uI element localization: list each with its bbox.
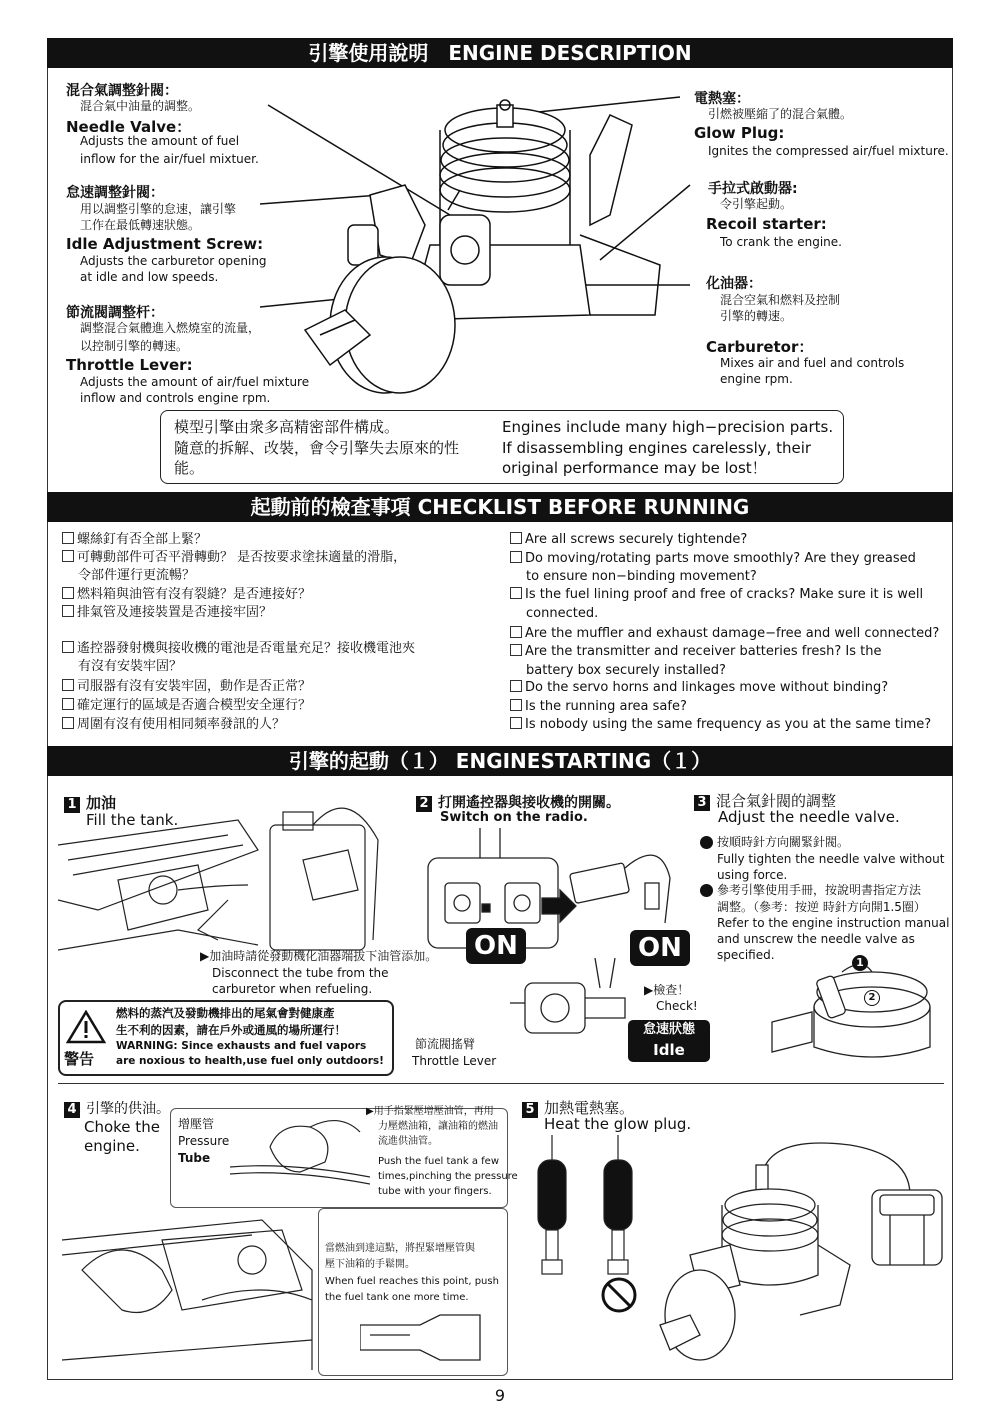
push-zh3: 流進供油管。 — [378, 1136, 438, 1147]
idle-en: Idle — [653, 1041, 685, 1059]
throttle-zh-desc1: 調整混合氣體進入燃燒室的流量， — [80, 321, 261, 335]
pinch-hand-illustration — [230, 1112, 370, 1197]
push-zh1: ▶用手指緊壓增壓油管，再用 — [366, 1106, 494, 1117]
check-en-8: Is nobody using the same frequency as you at the same time? — [510, 716, 931, 734]
checkbox[interactable] — [510, 699, 522, 711]
needle-zh-desc: 混合氣中油量的調整。 — [80, 99, 201, 113]
checkbox[interactable] — [62, 532, 74, 544]
step1-title: 1 加油 — [64, 792, 116, 813]
push-zh2: 力壓燃油箱，讓油箱的燃油 — [378, 1121, 498, 1132]
step3-en: Adjust the needle valve. — [718, 808, 900, 826]
recoil-zh-title: 手拉式啟動器: — [708, 181, 798, 197]
recoil-en-title: Recoil starter: — [706, 215, 827, 233]
warning-zh1: 燃料的蒸汽及發動機排出的尾氣會對健康產 — [116, 1006, 335, 1020]
warning-en1: WARNING: Since exhausts and fuel vapors — [116, 1040, 367, 1052]
carb-en-desc2: engine rpm. — [720, 372, 793, 386]
needle-en-title: Needle Valve： — [66, 118, 192, 136]
check-zh-6: 司服器有沒有安裝牢固，動作是否正常？ — [62, 678, 311, 696]
divider — [58, 1083, 944, 1084]
check-en-7: Is the running area safe? — [510, 698, 687, 716]
engine-starting-header: 引擎的起動（１） ENGINESTARTING（１） — [47, 746, 953, 776]
note-en1: Engines include many high−precision parts. — [502, 418, 834, 436]
step3-i2-en1: Refer to the engine instruction manual — [717, 916, 950, 930]
checkbox[interactable] — [62, 587, 74, 599]
throttle-zh-desc2: 以控制引擎的轉速。 — [80, 339, 189, 353]
glow-heater-illustration — [650, 1135, 950, 1375]
check-en-3b: connected. — [526, 606, 599, 621]
glow-en-title: Glow Plug: — [694, 124, 785, 142]
recoil-en-desc: To crank the engine. — [720, 235, 842, 249]
on-label-receiver: ON — [630, 930, 690, 966]
check-zh-5: 遙控器發射機與接收機的電池是否電量充足？接收機電池夾 — [62, 640, 415, 658]
check-zh-3: 燃料箱與油管有沒有裂縫？是否連接好？ — [62, 586, 311, 604]
checkbox[interactable] — [62, 679, 74, 691]
step2-en: Switch on the radio. — [440, 810, 588, 825]
check-en-3: Is the fuel lining proof and free of cracks? Make sure it is well — [510, 586, 923, 604]
note-en3: original performance may be lost！ — [502, 459, 767, 477]
step5-title: 5 加熱電熱塞。 — [522, 1097, 634, 1118]
check-zh-7: 確定運行的區域是否適合模型安全運行？ — [62, 697, 311, 715]
idle-zh-desc2: 工作在最低轉速狀態。 — [80, 218, 201, 232]
warning-zh2: 生不利的因素，請在戶外或通風的場所運行！ — [116, 1023, 346, 1037]
recoil-zh-desc: 令引擎起動。 — [720, 197, 793, 211]
boat-choke-illustration — [62, 1210, 322, 1370]
checkbox[interactable] — [510, 587, 522, 599]
throttle-en-desc2: inflow and controls engine rpm. — [80, 391, 271, 405]
fuel-en1: When fuel reaches this point, push — [325, 1276, 499, 1287]
checkbox[interactable] — [62, 698, 74, 710]
engine-description-header: 引擎使用說明 ENGINE DESCRIPTION — [47, 38, 953, 68]
checkbox[interactable] — [62, 641, 74, 653]
note-zh2: 隨意的拆解、改裝，會令引擎失去原來的性 — [174, 439, 460, 457]
page-number: 9 — [494, 1386, 506, 1405]
step3-i1-zh: 按順時針方向關緊針閥。 — [717, 835, 850, 849]
step4-title: 4 引擎的供油。 — [64, 1098, 170, 1118]
carb-en-title: Carburetor： — [706, 338, 814, 356]
step3-i1-en1: Fully tighten the needle valve without — [717, 852, 945, 866]
warning-triangle-icon — [66, 1010, 106, 1044]
check-zh-5b: 有沒有安裝牢固？ — [78, 659, 183, 674]
tube-en2: Tube — [178, 1151, 211, 1165]
check-en-2: Do moving/rotating parts move smoothly? Are they greased — [510, 550, 916, 568]
carb-en-desc1: Mixes air and fuel and controls — [720, 356, 905, 370]
check-zh-2b: 令部件運行更流暢？ — [78, 568, 196, 583]
checklist-header: 起動前的檢查事項 CHECKLIST BEFORE RUNNING — [47, 492, 953, 522]
step3-i2-en3: specified. — [717, 948, 775, 962]
needle-en-desc2: inflow for the air/fuel mixtuer. — [80, 152, 259, 166]
needle-zh-title: 混合氣調整針閥： — [66, 83, 178, 99]
checkbox[interactable] — [510, 532, 522, 544]
check-zh: ▶檢查！ — [644, 983, 690, 997]
step2-title: 2 打開遙控器與接收機的開關。 — [416, 792, 620, 812]
marker-1: 1 — [852, 955, 868, 971]
checkbox[interactable] — [62, 550, 74, 562]
idle-badge — [628, 1020, 710, 1062]
glow-zh-title: 電熱塞： — [694, 91, 750, 107]
idle-zh-desc1: 用以調整引擎的怠速，讓引擎 — [80, 202, 237, 216]
idle-en-title: Idle Adjustment Screw: — [66, 235, 264, 253]
checkbox[interactable] — [510, 626, 522, 638]
needle-en-desc1: Adjusts the amount of fuel — [80, 134, 240, 148]
carb-zh-desc2: 引擎的轉速。 — [720, 309, 793, 323]
note-en2: If disassembling engines carelessly, their — [502, 439, 812, 457]
note-zh1: 模型引擎由衆多高精密部件構成。 — [174, 418, 400, 436]
throttle-lever-en: Throttle Lever — [412, 1054, 497, 1068]
idle-en-desc1: Adjusts the carburetor opening — [80, 254, 267, 268]
glow-zh-desc: 引燃被壓縮了的混合氣體。 — [708, 107, 853, 121]
step1-note-en1: Disconnect the tube from the — [212, 966, 389, 980]
check-en-2b: to ensure non−binding movement? — [526, 569, 757, 584]
step4-en1: Choke the — [84, 1118, 160, 1136]
prohibited-icon — [599, 1275, 639, 1315]
carb-zh-desc1: 混合空氣和燃料及控制 — [720, 293, 841, 307]
checkbox[interactable] — [510, 680, 522, 692]
on-label-transmitter: ON — [466, 928, 526, 964]
push-en1: Push the fuel tank a few — [378, 1156, 499, 1167]
tube-en1: Pressure — [178, 1134, 230, 1148]
step1-en: Fill the tank. — [86, 811, 179, 829]
tube-zh: 增壓管 — [178, 1117, 215, 1131]
throttle-zh-title: 節流閥調整杆： — [66, 305, 164, 321]
engine-illustration — [260, 75, 700, 405]
push-en3: tube with your fingers. — [378, 1186, 492, 1197]
idle-en-desc2: at idle and low speeds. — [80, 270, 219, 284]
step3-i2-zh2: 調整。（參考：按逆 時針方向開1.5圈） — [717, 900, 926, 914]
carb-zh-title: 化油器： — [706, 276, 762, 292]
fuel-en2: the fuel tank one more time. — [325, 1292, 469, 1303]
marker-2: 2 — [864, 990, 880, 1006]
note-zh3: 能。 — [174, 459, 205, 477]
idle-zh-title: 怠速調整針閥： — [66, 185, 164, 201]
check-en-5: Are the transmitter and receiver batteries fresh? Is the — [510, 643, 882, 661]
checkbox[interactable] — [62, 605, 74, 617]
check-en: Check! — [656, 999, 698, 1013]
step1-note-en2: carburetor when refueling. — [212, 982, 373, 996]
step4-en2: engine. — [84, 1137, 140, 1155]
warning-label: 警告 — [64, 1050, 95, 1068]
step3-i2-en2: and unscrew the needle valve as — [717, 932, 915, 946]
throttle-en-desc1: Adjusts the amount of air/fuel mixture — [80, 375, 310, 389]
check-en-4: Are the muffler and exhaust damage−free and well connected? — [510, 625, 939, 643]
bullet-1-icon — [700, 836, 713, 849]
step3-title: 3 混合氣針閥的調整 — [694, 790, 836, 811]
warning-en2: are noxious to health,use fuel only outdoors! — [116, 1055, 384, 1067]
checkbox[interactable] — [510, 644, 522, 656]
check-en-6: Do the servo horns and linkages move without binding? — [510, 679, 888, 697]
checkbox[interactable] — [510, 717, 522, 729]
fuel-zh1: 當燃油到達這點，將捏緊增壓管與 — [325, 1243, 475, 1254]
check-zh-4: 排氣管及連接裝置是否連接牢固？ — [62, 604, 272, 622]
check-zh-8: 周圍有沒有使用相同頻率發訊的人？ — [62, 716, 285, 734]
step5-en: Heat the glow plug. — [544, 1115, 692, 1133]
idle-zh: 怠速狀態 — [642, 1022, 695, 1037]
bullet-2-icon — [700, 884, 713, 897]
check-zh-2: 可轉動部件可否平滑轉動？ 是否按要求塗抹適量的滑脂， — [62, 549, 406, 567]
tube-fitting-illustration — [360, 1310, 500, 1365]
throttle-lever-zh: 節流閥搖臂 — [415, 1037, 476, 1051]
push-en2: times,pinching the pressure — [378, 1171, 518, 1182]
step1-note-zh: ▶加油時請從發動機化油器端拔下油管添加。 — [200, 949, 438, 963]
fuel-zh2: 壓下油箱的手鬆開。 — [325, 1259, 415, 1270]
step3-i1-en2: using force. — [717, 868, 788, 882]
check-en-5b: battery box securely installed? — [526, 663, 726, 678]
checkbox[interactable] — [62, 717, 74, 729]
step3-i2-zh1: 參考引擎使用手冊，按說明書指定方法 — [717, 883, 922, 897]
check-en-1: Are all screws securely tightende? — [510, 531, 747, 549]
throttle-en-title: Throttle Lever: — [66, 356, 193, 374]
checkbox[interactable] — [510, 551, 522, 563]
glow-en-desc: Ignites the compressed air/fuel mixture. — [708, 144, 949, 158]
check-zh-1: 螺絲釘有否全部上緊？ — [62, 531, 207, 549]
